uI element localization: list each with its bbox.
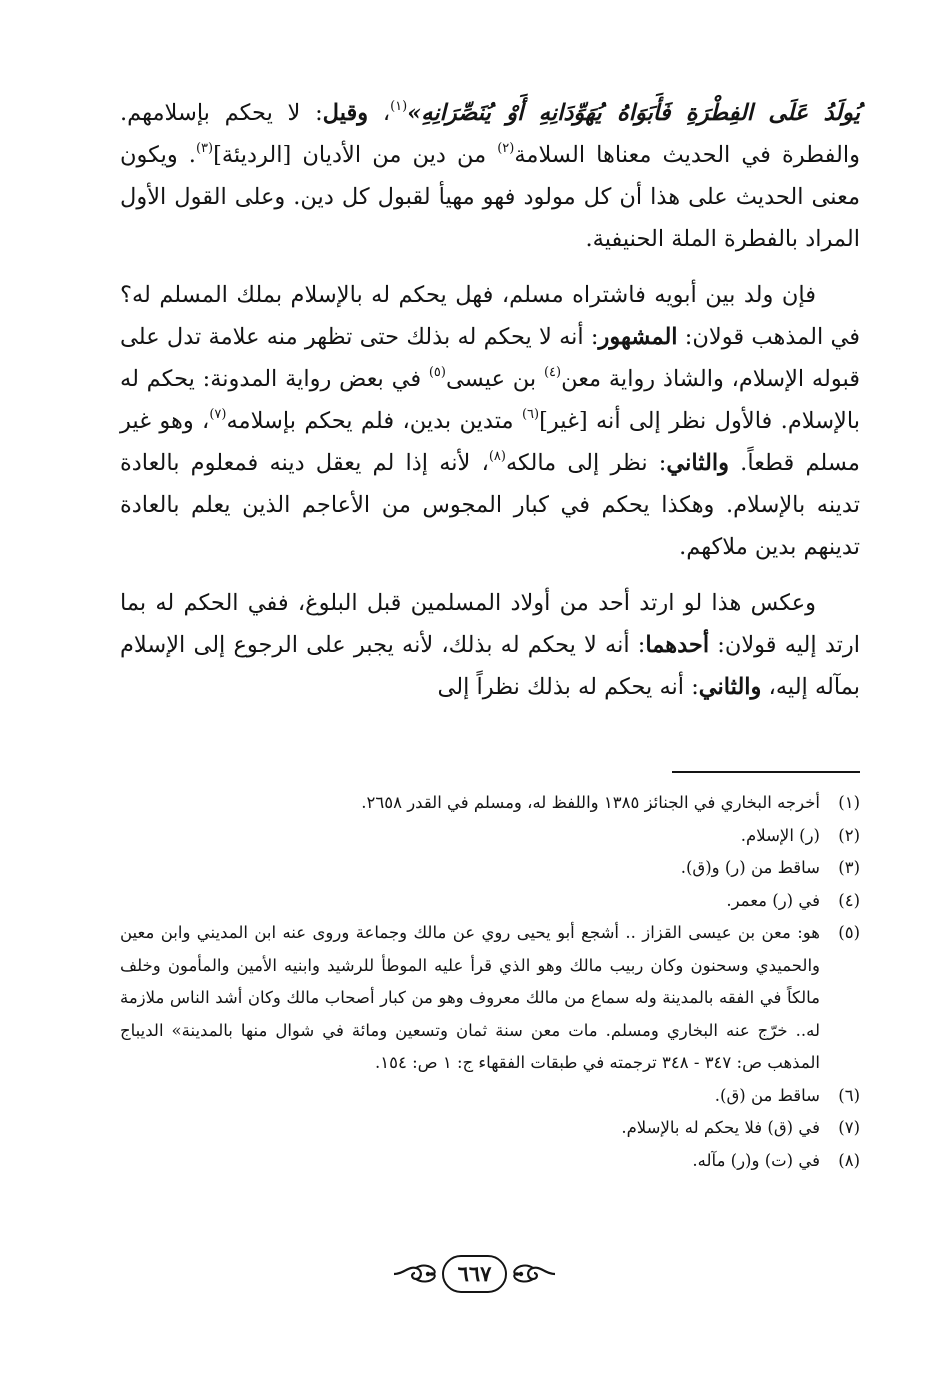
paragraph-2: فإن ولد بين أبويه فاشتراه مسلم، فهل يحكم له بالإسلام بملك المسلم له؟ في المذهب قولان: المشهور: أنه لا يحكم له بذلك حتى تظهر منه علامة تدل على قبوله الإسلام، والشاذ رواية معن$^{(٤)}$ بن عيسى$^{(٥)}$ في بعض رواية المدونة: يحكم له بالإسلام. فالأول نظر إلى أنه [غير]$^{(٦)}$ متدين بدين، فلم يحكم بإسلامه$^{(٧)}$، وهو غير مسلم قطعاً. والثاني: نظر إلى مالكه$^{(٨)}$، لأنه إذا لم يعقل دينه فمعلوم بالعادة تدينه بالإسلام. وهكذا يحكم في كبار المجوس من الأعاجم الذين يعلم بالعادة تدينهم بدين ملاكهم. <box>120 282 860 560</box>
footnote-text: (ر) الإسلام. <box>740 825 820 845</box>
main-text <box>120 92 860 708</box>
page-number: ٦٦٧ <box>442 1255 508 1293</box>
footnote-ref-2[interactable]: (٢) <box>497 141 515 156</box>
footnote-number: (٥) <box>838 923 860 942</box>
footnote-ref-4[interactable]: (٤) <box>543 365 562 380</box>
paragraph-3: وعكس هذا لو ارتد أحد من أولاد المسلمين قبل البلوغ، ففي الحكم له بما ارتد إليه قولان: أحدهما: أنه لا يحكم له بذلك، لأنه يجبر على الرجوع إلى الإسلام بمآله إليه، والثاني: أنه يحكم له بذلك نظراً إلى <box>120 590 861 700</box>
footnote-text: ساقط من (ق). <box>714 1085 820 1105</box>
hadith-quote: يُولَدُ عَلَى الفِطْرَةِ فَأَبَوَاهُ يُهَوِّدَانِهِ أَوْ يُنَصِّرَانِهِ» <box>407 100 861 126</box>
footnote-text: في (ر) معمر. <box>726 890 820 910</box>
footnote-text: هو: معن بن عيسى القزاز .. أشجع أبو يحيى روي عن مالك وجماعة وروى عنه ابن المديني وابن معين والحميدي وسحنون وكان ربيب مالك وهو الذي قرأ عليه الموطأ للرشيد وابنيه الأمين والمأمون وخلف مالكاً في الفقه بالمدينة وله سماع من مالك معروف وهو من كبار أصحاب مالك وكان أشد الناس ملازمة له.. خرّج عنه البخاري ومسلم. مات معن سنة ثمان وتسعين ومائة في شوال منها بالمدينة» الديباج المذهب ص: ٣٤٧ - ٣٤٨ ترجمته في طبقات الفقهاء ج: ١ ص: ١٥٤. <box>120 923 820 1072</box>
keyword-thani: والثاني <box>666 450 729 476</box>
footnote-ref-3[interactable]: (٣) <box>195 141 214 156</box>
footnote-ref-1[interactable]: (١) <box>390 99 408 114</box>
footnote-number: (٣) <box>838 858 860 877</box>
keyword-ahaduhuma: أحدهما <box>645 632 710 658</box>
footnote-separator <box>672 771 860 773</box>
page-number-area <box>0 1252 949 1296</box>
footnote-number: (٧) <box>838 1118 860 1137</box>
floral-scroll-icon <box>392 1262 438 1286</box>
keyword-thani-2: والثاني <box>698 674 762 700</box>
footnote-2 <box>120 820 860 853</box>
keyword-qila: وقيل <box>322 100 369 126</box>
footnote-ref-8[interactable]: (٨) <box>488 449 506 464</box>
footnote-ref-5[interactable]: (٥) <box>428 365 446 380</box>
footnote-number: (٨) <box>838 1150 860 1170</box>
footnote-text: ساقط من (ر) و(ق). <box>680 858 820 877</box>
footnote-number: (٤) <box>838 890 860 910</box>
floral-scroll-icon <box>511 1262 557 1286</box>
footnote-number: (٢) <box>838 825 860 845</box>
footnote-7 <box>120 1112 860 1145</box>
footnote-ref-7[interactable]: (٧) <box>209 407 227 422</box>
footnote-3 <box>120 852 860 885</box>
footnotes <box>120 787 860 1177</box>
paragraph-1: يُولَدُ عَلَى الفِطْرَةِ فَأَبَوَاهُ يُهَوِّدَانِهِ أَوْ يُنَصِّرَانِهِ»$^{(١)}$، وقيل: لا يحكم بإسلامهم. والفطرة في الحديث معناها السلامة$^{(٢)}$ من دين من الأديان [الرديئة]$^{(٣)}$. ويكون معنى الحديث على هذا أن كل مولود فهو مهيأ لقبول كل دين. وعلى القول الأول المراد بالفطرة الملة الحنيفية. <box>120 99 861 252</box>
footnote-number: (٦) <box>838 1085 860 1105</box>
footnote-5 <box>120 917 860 1080</box>
footnote-number: (١) <box>838 793 860 812</box>
footnote-6 <box>120 1080 860 1113</box>
footnote-1 <box>120 787 860 820</box>
footnote-8 <box>120 1145 860 1178</box>
page-number-frame <box>392 1255 558 1293</box>
footnote-text: في (ت) و(ر) مآله. <box>692 1150 820 1170</box>
footnote-ref-6[interactable]: (٦) <box>521 407 540 422</box>
keyword-mashhur: المشهور <box>598 324 678 350</box>
footnote-text: في (ق) فلا يحكم له بالإسلام. <box>621 1118 820 1137</box>
footnote-4 <box>120 885 860 918</box>
footnote-text: أخرجه البخاري في الجنائز ١٣٨٥ واللفظ له، ومسلم في القدر ٢٦٥٨. <box>361 793 820 812</box>
